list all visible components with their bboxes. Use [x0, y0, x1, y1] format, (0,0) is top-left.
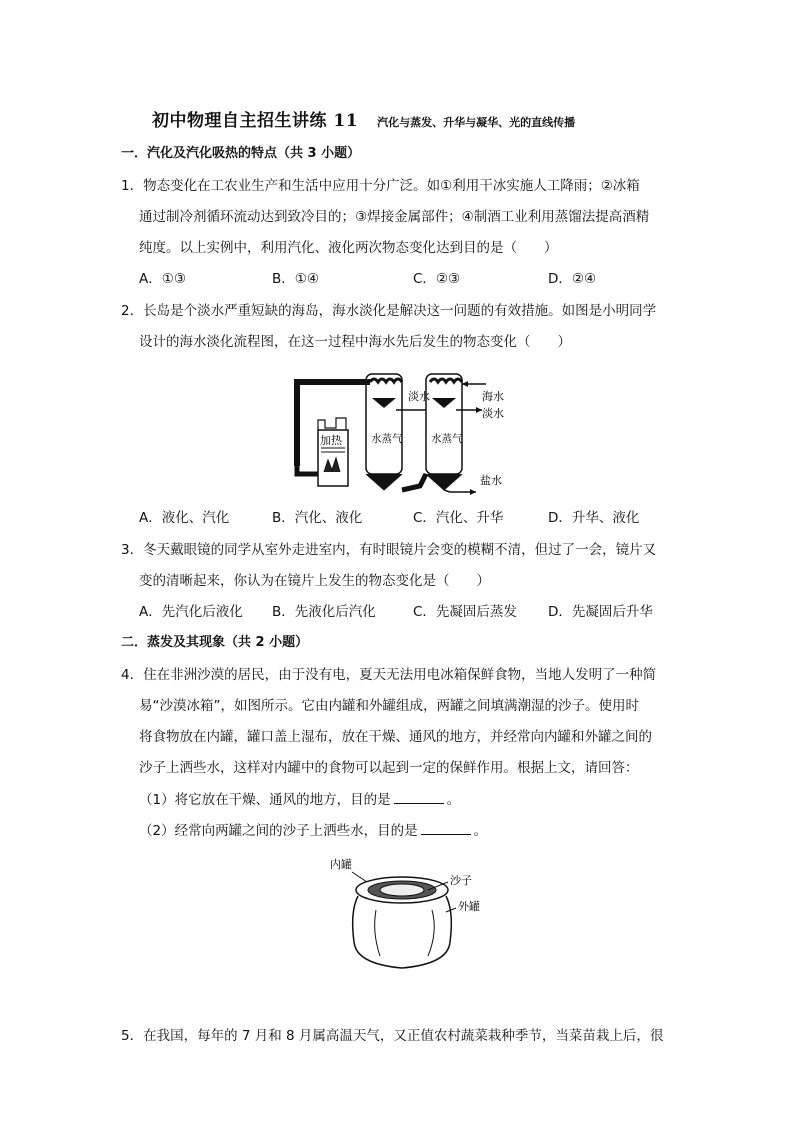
q1-line-3: 纯度。以上实例中，利用汽化、液化两次物态变化达到目的是（ ）: [139, 240, 558, 256]
inner-jar: [380, 884, 424, 896]
q4-subquestion-1: （1）将它放在干燥、通风的地方，目的是 。: [139, 792, 461, 808]
q1-option-a: A．①③: [139, 271, 186, 287]
q1-line-1: 1．物态变化在工农业生产和生活中应用十分广泛。如①利用干冰实施人工降雨；②冰箱: [121, 178, 640, 194]
q2-option-d: D．升华、液化: [548, 510, 640, 526]
section-heading-1: 一．汽化及汽化吸热的特点（共 3 小题）: [121, 146, 361, 161]
outer-jar: [353, 896, 452, 968]
tower-1-coil: [370, 379, 402, 382]
q1-option-d: D．②④: [548, 271, 597, 287]
q3-line-1: 3．冬天戴眼镜的同学从室外走进室内，有时眼镜片会变的模糊不清，但过了一会，镜片又: [121, 542, 657, 558]
q1-option-c: C．②③: [413, 271, 461, 287]
inner-jar-label: 内罐: [330, 858, 352, 871]
q3-option-d: D．先凝固后升华: [548, 604, 653, 620]
q2-option-b: B．汽化、液化: [272, 510, 363, 526]
tower-2-collector: [432, 398, 456, 408]
q4-line-3: 将食物放在内罐，罐口盖上湿布，放在干燥、通风的地方，并经常向内罐和外罐之间的: [139, 729, 652, 745]
heater-top: [318, 418, 346, 430]
q4-line-1: 4．住在非洲沙漠的居民，由于没有电，夏天无法用电冰箱保鲜食物，当地人发明了一种简: [121, 667, 657, 683]
tower-2-coil: [430, 379, 462, 382]
q3-option-c: C．先凝固后蒸发: [413, 604, 517, 620]
q4-sub1-text: （1）将它放在干燥、通风的地方，目的是: [139, 792, 391, 808]
fresh-water-vertical-label: 淡水: [408, 390, 430, 403]
section-heading-2: 二．蒸发及其现象（共 2 小题）: [121, 635, 309, 650]
tower-1: [366, 374, 402, 474]
fresh-water-label: 淡水: [482, 407, 504, 420]
desert-fridge-diagram: [320, 852, 490, 976]
flame-icon: [324, 458, 340, 472]
title-main: 初中物理自主招生讲练 11: [152, 111, 359, 131]
tower-1-collector: [372, 398, 396, 408]
q2-option-a: A．液化、汽化: [139, 510, 230, 526]
q4-line-2: 易“沙漠冰箱”，如图所示。它由内罐和外罐组成，两罐之间填满潮湿的沙子。使用时: [139, 698, 639, 714]
q3-line-2: 变的清晰起来，你认为在镜片上发生的物态变化是（ ）: [139, 573, 490, 589]
answer-blank-1[interactable]: [394, 791, 444, 804]
brine-label: 盐水: [480, 474, 502, 487]
q1-line-2: 通过制冷剂循环流动达到致冷目的；③焊接金属部件；④制酒工业利用蒸馏法提高酒精: [139, 209, 650, 225]
vapor-label-1: 水蒸气: [371, 433, 403, 445]
tower-2-funnel: [426, 474, 462, 490]
q4-subquestion-2: （2）经常向两罐之间的沙子上洒些水，目的是 。: [139, 823, 488, 839]
q5-line-1: 5．在我国，每年的 7 月和 8 月属高温天气，又正值农村蔬菜栽种季节，当菜苗栽上后，很: [121, 1028, 664, 1044]
page-title: [152, 106, 575, 131]
outer-jar-label: 外罐: [458, 900, 480, 913]
q2-option-c: C．汽化、升华: [413, 510, 504, 526]
seawater-label: 海水: [482, 390, 504, 403]
q4-sub2-text: （2）经常向两罐之间的沙子上洒些水，目的是: [139, 823, 418, 839]
tower-1-funnel: [366, 474, 402, 490]
answer-blank-2[interactable]: [421, 822, 471, 835]
q4-line-4: 沙子上洒些水，这样对内罐中的食物可以起到一定的保鲜作用。根据上文，请回答：: [139, 760, 639, 776]
q2-line-2: 设计的海水淡化流程图，在这一过程中海水先后发生的物态变化（ ）: [139, 334, 571, 350]
q1-option-b: B．①④: [272, 271, 319, 287]
sand-label: 沙子: [450, 874, 472, 887]
vapor-label-2: 水蒸气: [431, 433, 463, 445]
q3-option-a: A．先汽化后液化: [139, 604, 243, 620]
q3-option-b: B．先液化后汽化: [272, 604, 376, 620]
steam-pipe: [297, 382, 370, 466]
heat-label: 加热: [320, 434, 342, 447]
q2-line-1: 2．长岛是个淡水严重短缺的海岛，海水淡化是解决这一问题的有效措施。如图是小明同学: [121, 303, 657, 319]
tower-2: [426, 374, 462, 474]
title-subtitle: 汽化与蒸发、升华与凝华、光的直线传播: [377, 116, 576, 129]
desalination-diagram: [290, 364, 520, 500]
